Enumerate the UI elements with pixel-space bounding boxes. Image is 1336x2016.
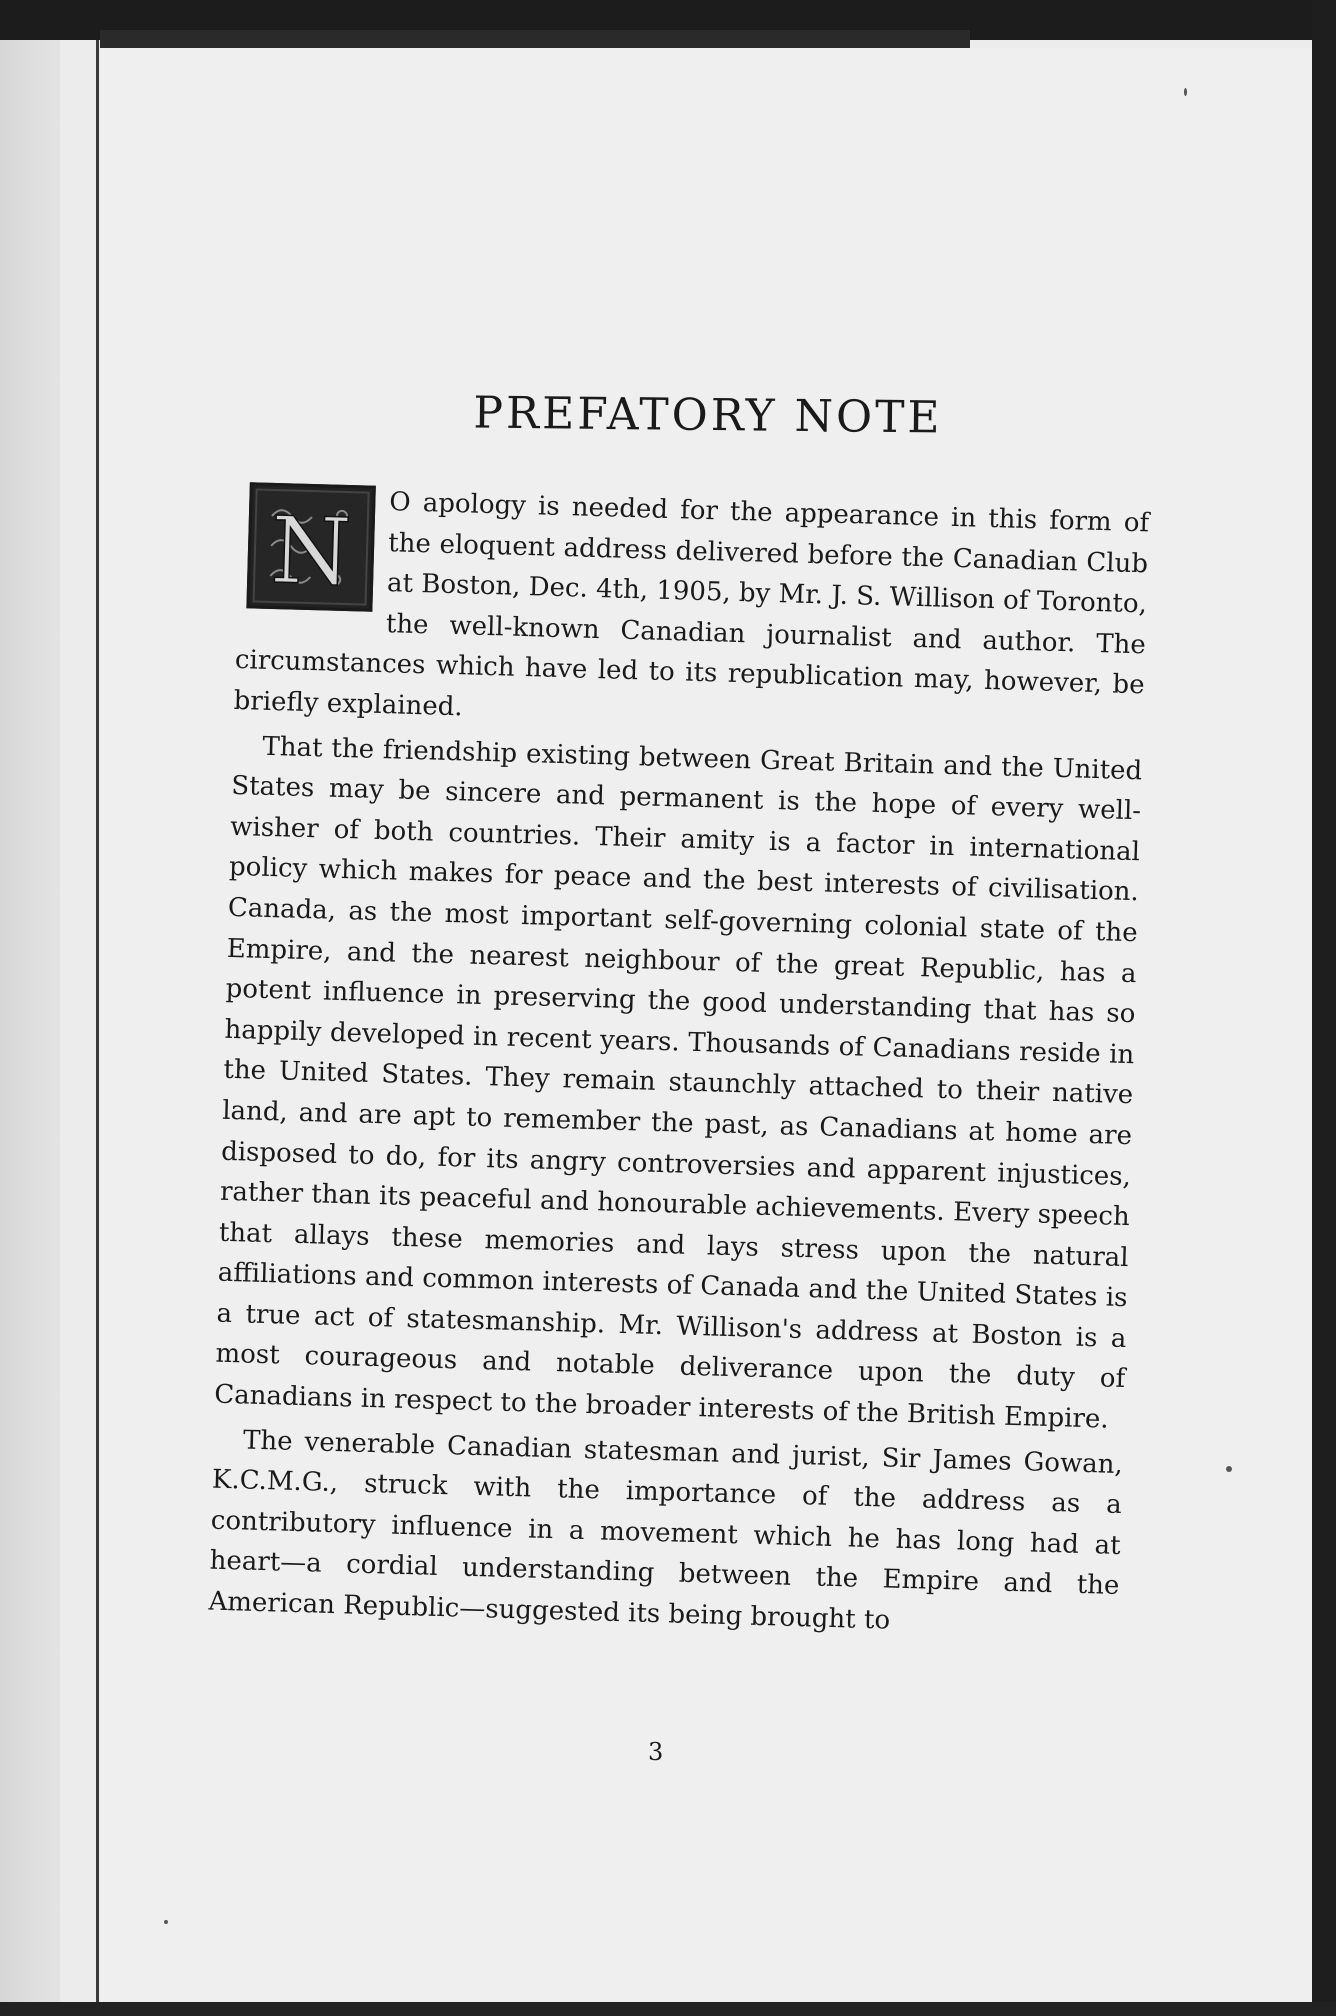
- paragraph-1: O apology is needed for the appearance in this form of the eloquent address delivered before the Canadian Club at Boston, Dec. 4th, 1905, by Mr. J. S. Willison of Toronto, the well-known Canadian journalist and author. The circumstances which have led to its republication may, however, be briefly explained.: [233, 487, 1150, 723]
- top-shadow-strip: [100, 30, 970, 48]
- scan-speck: [1184, 88, 1187, 96]
- bottom-dark-border: [0, 2002, 1336, 2016]
- ornamental-drop-cap: [246, 482, 375, 611]
- page-number: 3: [648, 1738, 664, 1766]
- body-text: [208, 478, 1150, 1652]
- right-dark-border: [1312, 0, 1336, 2016]
- drop-cap-letter: N: [269, 496, 353, 607]
- scan-speck: [1226, 1466, 1232, 1472]
- paragraph-2: That the friendship existing between Great Britain and the United States may be sincere and permanent is the hope of every well-wisher of both countries. Their amity is a factor in international policy which makes for peace and the best interests of civilisation. Canada, as the most important self-governing colonial state of the Empire, and the nearest neighbour of the great Republic, has a potent influence in preserving the good understanding that has so happily developed in recent years. Thousands of Canadians reside in the United States. They remain staunchly attached to their native land, and are apt to remember the past, as Canadians at home are disposed to do, for its angry controversies and apparent injustices, rather than its peaceful and honourable achievements. Every speech that allays these memories and lays stress upon the natural affiliations and common interests of Canada and the United States is a true act of statesmanship. Mr. Willison's address at Boston is a most courageous and notable deliverance upon the duty of Canadians in respect to the broader interests of the British Empire.: [213, 731, 1143, 1435]
- binding-edge: [0, 0, 60, 2016]
- scan-speck: [164, 1920, 168, 1924]
- gutter-line: [96, 20, 99, 2010]
- page-title: PREFATORY NOTE: [473, 387, 943, 444]
- drop-cap-ornament-icon: [249, 485, 372, 608]
- paragraph-3: The venerable Canadian statesman and jurist, Sir James Gowan, K.C.M.G., struck with the importance of the address as a contributory influence in a movement which he has long had at heart—a cordial understanding between the Empire and the American Republic—suggested its being brought to: [208, 1425, 1124, 1636]
